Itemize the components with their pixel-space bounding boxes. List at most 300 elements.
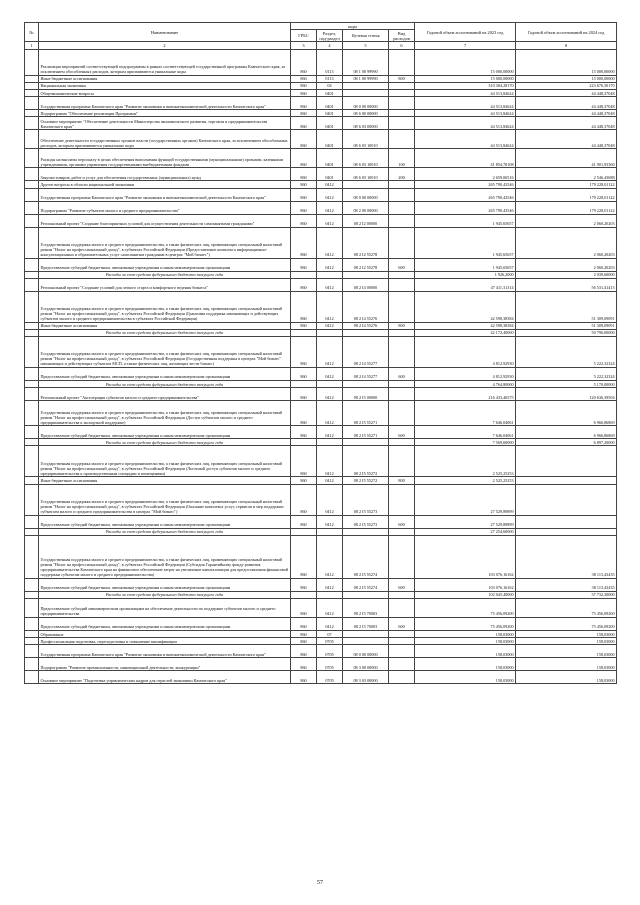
cell-name: Иные бюджетные ассигнования (39, 477, 291, 484)
cell-num (25, 130, 39, 149)
cell-v2: 56 531,41413 (516, 278, 617, 291)
table-row (25, 322, 617, 329)
cell-num (25, 181, 39, 188)
cell-grbs: 860 (291, 426, 317, 439)
cell-v2: 6 966,86869 (516, 426, 617, 439)
cell-name: Национальная экономика (39, 82, 291, 89)
cell-cs: 08 2 I2 55278 (343, 258, 389, 271)
cell-name: Предоставление субсидий бюджетным, автономным учреждениям и иным некоммерческим организациям (39, 258, 291, 271)
table-row (25, 671, 617, 684)
table-row (25, 97, 617, 110)
cell-rz: 0113 (317, 49, 343, 75)
cell-name: Государственная программа Камчатского края "Развитие экономики и внешнеэкономической деятельности Камчатского края" (39, 645, 291, 658)
cell-name: Подпрограмма "Обеспечение реализации Программы" (39, 110, 291, 117)
cell-cs (343, 591, 389, 598)
cell-cs: 08 2 I5 55271 (343, 426, 389, 439)
cell-rz: 0412 (317, 258, 343, 271)
table-row (25, 484, 617, 515)
cell-num (25, 291, 39, 322)
cell-num (25, 599, 39, 618)
cell-name: Расходы на выплаты персоналу в целях обеспечения выполнения функций государственными (муниципальными) органами, казенными учреждениями, органами управления государственными внебюджетными фондами (39, 149, 291, 168)
cell-rz (317, 439, 343, 446)
cell-v1: 44 513,84624 (415, 110, 516, 117)
cell-cs: 08 2 I5 55273 (343, 484, 389, 515)
cell-vr: 600 (389, 426, 415, 439)
cell-rz: 0412 (317, 181, 343, 188)
cell-v1: 310 304,28170 (415, 82, 516, 89)
cell-num (25, 381, 39, 388)
cell-grbs: 860 (291, 89, 317, 96)
cell-v2: 2 546,43688 (516, 168, 617, 181)
colnum-4: 4 (317, 42, 343, 49)
cell-name: Закупка товаров, работ и услуг для обеспечения государственных (муниципальных) нужд (39, 168, 291, 181)
cell-name: Региональный проект "Создание условий для легкого старта и комфортного ведения бизнеса" (39, 278, 291, 291)
cell-rz: 0705 (317, 645, 343, 658)
cell-num (25, 388, 39, 401)
cell-name: Государственная программа Камчатского края "Развитие экономики и внешнеэкономической деятельности Камчатского края" (39, 97, 291, 110)
table-note-row (25, 271, 617, 278)
cell-grbs (291, 591, 317, 598)
page-number: 57 (317, 880, 323, 886)
cell-v1: 7 569,60000 (415, 439, 516, 446)
cell-cs (343, 82, 389, 89)
cell-num (25, 258, 39, 271)
cell-num (25, 82, 39, 89)
cell-cs: 08 2 I5 55272 (343, 446, 389, 477)
table-row (25, 214, 617, 227)
cell-rz: 0412 (317, 401, 343, 426)
cell-grbs: 860 (291, 168, 317, 181)
cell-vr (389, 638, 415, 645)
cell-cs: 08 6 03 10010 (343, 168, 389, 181)
cell-grbs: 860 (291, 130, 317, 149)
cell-vr (389, 97, 415, 110)
cell-v2: 223 676,30170 (516, 82, 617, 89)
cell-v2 (516, 477, 617, 484)
cell-v1: 158,03000 (415, 658, 516, 671)
cell-vr (389, 130, 415, 149)
cell-num (25, 439, 39, 446)
table-body (25, 49, 617, 684)
cell-name: Государственная поддержка малого и среднего предпринимательства, а также физических лиц, применяющих специальный налоговый режим "Налог на профессиональный доход", в субъектах Российской Федерации (Доступ субъектов малого и среднего предпринимательства к экспортной поддержке) (39, 401, 291, 426)
table-header (25, 23, 617, 50)
cell-grbs: 860 (291, 201, 317, 214)
cell-v2 (516, 484, 617, 515)
cell-v1: 42 172,40000 (415, 329, 516, 336)
table-row (25, 89, 617, 96)
cell-cs: 08 2 I5 55271 (343, 401, 389, 426)
cell-vr: 800 (389, 75, 415, 82)
table-row (25, 201, 617, 214)
cell-name: Государственная программа Камчатского края "Развитие экономики и внешнеэкономической деятельности Камчатского края" (39, 188, 291, 201)
cell-num (25, 515, 39, 528)
cell-name: Иные бюджетные ассигнования (39, 75, 291, 82)
cell-cs: 08 1 00 99990 (343, 75, 389, 82)
cell-rz (317, 329, 343, 336)
cell-v1: 27 529,89899 (415, 515, 516, 528)
cell-vr (389, 645, 415, 658)
cell-v2: 179 228,01122 (516, 201, 617, 214)
table-row (25, 477, 617, 484)
cell-v1: 1 945,65657 (415, 258, 516, 271)
colnum-7: 7 (415, 42, 516, 49)
cell-name: Региональный проект "Акселерация субъектов малого и среднего предпринимательства" (39, 388, 291, 401)
cell-v1: 265 790,43546 (415, 181, 516, 188)
table-row (25, 658, 617, 671)
cell-v2: 44 448,37048 (516, 130, 617, 149)
cell-v2: 158,03000 (516, 658, 617, 671)
cell-vr (389, 631, 415, 638)
cell-grbs: 860 (291, 188, 317, 201)
cell-name: Предоставление субсидий бюджетным, автономным учреждениям и иным некоммерческим организациям (39, 368, 291, 381)
cell-num (25, 214, 39, 227)
cell-cs: 08 3 03 00000 (343, 671, 389, 684)
cell-grbs: 860 (291, 258, 317, 271)
cell-num (25, 97, 39, 110)
cell-name: Предоставление субсидий бюджетным, автономным учреждениям и иным некоммерческим организациям (39, 515, 291, 528)
cell-grbs: 860 (291, 658, 317, 671)
cell-grbs: 860 (291, 671, 317, 684)
table-row (25, 337, 617, 368)
table-note-row (25, 381, 617, 388)
cell-num (25, 149, 39, 168)
cell-v2: 44 448,37048 (516, 97, 617, 110)
cell-num (25, 446, 39, 477)
cell-v2: 50 796,00000 (516, 329, 617, 336)
table-row (25, 278, 617, 291)
table-row (25, 75, 617, 82)
cell-vr (389, 188, 415, 201)
cell-vr: 600 (389, 368, 415, 381)
cell-rz: 0412 (317, 188, 343, 201)
cell-rz: 0412 (317, 618, 343, 631)
cell-v1: 44 513,84624 (415, 89, 516, 96)
cell-rz: 0412 (317, 388, 343, 401)
cell-rz: 0401 (317, 149, 343, 168)
table-note-row (25, 439, 617, 446)
cell-rz: 0412 (317, 515, 343, 528)
cell-cs: 08 2 I4 55277 (343, 337, 389, 368)
cell-name: Предоставление субсидий бюджетным, автономным учреждениям и иным некоммерческим организациям (39, 578, 291, 591)
cell-vr (389, 291, 415, 322)
cell-vr (389, 271, 415, 278)
cell-num (25, 188, 39, 201)
cell-vr: 600 (389, 578, 415, 591)
table-row (25, 110, 617, 117)
cell-rz: 0412 (317, 278, 343, 291)
cell-v1: 103 076,16162 (415, 535, 516, 578)
cell-v2: 2 039,60000 (516, 271, 617, 278)
cell-num (25, 168, 39, 181)
cell-grbs: 860 (291, 97, 317, 110)
cell-grbs (291, 439, 317, 446)
colnum-6: 6 (389, 42, 415, 49)
cell-vr (389, 89, 415, 96)
cell-name: Предоставление субсидий бюджетным, автономным учреждениям и иным некоммерческим организациям (39, 618, 291, 631)
cell-cs: 08 6 00 00000 (343, 110, 389, 117)
cell-cs: 08 1 00 99990 (343, 49, 389, 75)
cell-grbs: 860 (291, 337, 317, 368)
header-2024: Годовой объем ассигнований на 2024 год (516, 23, 617, 42)
cell-rz: 0401 (317, 117, 343, 130)
cell-vr (389, 329, 415, 336)
cell-v1: 7 646,04061 (415, 426, 516, 439)
cell-v1: 2 525,25253 (415, 477, 516, 484)
cell-v2: 51 309,09091 (516, 322, 617, 329)
cell-vr (389, 214, 415, 227)
table-row (25, 535, 617, 578)
cell-rz: 0412 (317, 426, 343, 439)
cell-v1: 15 000,00000 (415, 49, 516, 75)
cell-v1: 47 411,31314 (415, 278, 516, 291)
cell-num (25, 368, 39, 381)
cell-v1: 2 525,25253 (415, 446, 516, 477)
cell-num (25, 227, 39, 258)
cell-v1: 265 790,43546 (415, 188, 516, 201)
cell-cs (343, 631, 389, 638)
cell-vr (389, 278, 415, 291)
table-row (25, 227, 617, 258)
cell-num (25, 201, 39, 214)
cell-v2: 158,03000 (516, 645, 617, 658)
cell-v1: 158,03000 (415, 671, 516, 684)
cell-vr (389, 439, 415, 446)
cell-num (25, 578, 39, 591)
cell-grbs: 860 (291, 117, 317, 130)
cell-grbs: 860 (291, 638, 317, 645)
cell-vr (389, 227, 415, 258)
cell-rz: 0412 (317, 535, 343, 578)
cell-grbs (291, 329, 317, 336)
cell-vr: 100 (389, 149, 415, 168)
cell-grbs: 860 (291, 49, 317, 75)
cell-num (25, 638, 39, 645)
cell-grbs: 860 (291, 82, 317, 89)
cell-cs: 08 2 I2 55278 (343, 227, 389, 258)
cell-rz: 0705 (317, 658, 343, 671)
cell-num (25, 618, 39, 631)
table-row (25, 401, 617, 426)
cell-cs: 08 6 03 10010 (343, 149, 389, 168)
budget-table (24, 22, 617, 684)
cell-num (25, 271, 39, 278)
cell-v1: 42 598,38384 (415, 291, 516, 322)
cell-grbs: 860 (291, 631, 317, 638)
cell-name: Расходы за счет средств федерального бюджета текущего года (39, 329, 291, 336)
cell-v2: 6 966,86869 (516, 401, 617, 426)
cell-num (25, 535, 39, 578)
cell-grbs: 860 (291, 388, 317, 401)
cell-cs (343, 89, 389, 96)
cell-v2: 44 448,37048 (516, 110, 617, 117)
cell-v2: 2 060,20203 (516, 258, 617, 271)
cell-grbs: 860 (291, 515, 317, 528)
cell-name: Расходы за счет средств федерального бюджета текущего года (39, 591, 291, 598)
cell-cs: 08 2 I5 70003 (343, 599, 389, 618)
cell-rz: 0412 (317, 227, 343, 258)
cell-vr (389, 484, 415, 515)
cell-grbs: 860 (291, 75, 317, 82)
cell-grbs: 860 (291, 227, 317, 258)
cell-v2: 5 170,00000 (516, 381, 617, 388)
cell-num (25, 117, 39, 130)
cell-grbs: 860 (291, 291, 317, 322)
cell-vr (389, 591, 415, 598)
cell-rz: 0412 (317, 446, 343, 477)
cell-v1: 4 812,92930 (415, 368, 516, 381)
cell-rz (317, 528, 343, 535)
cell-cs (343, 439, 389, 446)
cell-cs: 08 2 I5 00000 (343, 388, 389, 401)
cell-rz: 0401 (317, 168, 343, 181)
cell-num (25, 631, 39, 638)
cell-name: Основное мероприятие "Подготовка управленческих кадров для отраслей экономики Камчатского края" (39, 671, 291, 684)
cell-name: Региональный проект "Создание благоприятных условий для осуществления деятельности самозанятыми гражданами" (39, 214, 291, 227)
cell-grbs: 860 (291, 578, 317, 591)
cell-v2: 38 113,43435 (516, 535, 617, 578)
cell-grbs: 860 (291, 278, 317, 291)
cell-v1: 265 790,43546 (415, 201, 516, 214)
cell-v2: 179 228,01122 (516, 188, 617, 201)
cell-num (25, 337, 39, 368)
cell-v1: 102 045,40000 (415, 591, 516, 598)
cell-v1: 1 945,65657 (415, 227, 516, 258)
table-row (25, 446, 617, 477)
cell-grbs: 860 (291, 214, 317, 227)
table-row (25, 368, 617, 381)
cell-cs: 08 2 I5 55274 (343, 535, 389, 578)
table-row (25, 578, 617, 591)
colnum-8: 8 (516, 42, 617, 49)
cell-v1: 216 433,46575 (415, 388, 516, 401)
cell-v1: 44 513,84624 (415, 130, 516, 149)
cell-vr (389, 201, 415, 214)
cell-num (25, 426, 39, 439)
cell-cs: 08 6 03 10010 (343, 130, 389, 149)
cell-num (25, 671, 39, 684)
cell-name: Государственная поддержка малого и среднего предпринимательства, а также физических лиц, применяющих специальный налоговый режим "Налог на профессиональный доход", в субъектах Российской Федерации (Грантовая поддержка начинающих и действующих субъектов малого и среднего предпринимательства в субъектах Российской Федерации) (39, 291, 291, 322)
cell-vr: 200 (389, 168, 415, 181)
cell-v2: 120 636,39504 (516, 388, 617, 401)
cell-v2 (516, 515, 617, 528)
cell-rz: 0412 (317, 337, 343, 368)
cell-num (25, 75, 39, 82)
cell-v2: 51 309,09091 (516, 291, 617, 322)
cell-v1: 75 456,09200 (415, 618, 516, 631)
cell-rz: 0412 (317, 599, 343, 618)
cell-rz: 0412 (317, 201, 343, 214)
table-row (25, 188, 617, 201)
cell-name: Предоставление субсидий некоммерческим организациям на обеспечение деятельности по поддержке субъектов малого и среднего предпринимательства (39, 599, 291, 618)
cell-grbs: 860 (291, 645, 317, 658)
cell-rz: 0401 (317, 97, 343, 110)
cell-rz: 0705 (317, 638, 343, 645)
cell-cs: 08 2 I4 55276 (343, 322, 389, 329)
cell-grbs (291, 271, 317, 278)
colnum-5: 5 (343, 42, 389, 49)
cell-name: Подпрограмма "Развитие субъектов малого и среднего предпринимательства" (39, 201, 291, 214)
cell-v2: 75 456,09200 (516, 618, 617, 631)
cell-v2: 158,03000 (516, 671, 617, 684)
cell-v2: 2 060,20203 (516, 227, 617, 258)
cell-cs: 08 2 I2 00000 (343, 214, 389, 227)
cell-grbs: 860 (291, 599, 317, 618)
cell-rz: 0401 (317, 130, 343, 149)
cell-cs: 08 0 00 00000 (343, 645, 389, 658)
cell-rz: 0401 (317, 110, 343, 117)
cell-cs (343, 638, 389, 645)
table-row (25, 82, 617, 89)
cell-name: Подпрограмма "Развитие промышленности, инновационной деятельности, конкуренции" (39, 658, 291, 671)
header-2023: Годовой объем ассигнований на 2023 год (415, 23, 516, 42)
cell-name: Расходы за счет средств федерального бюджета текущего года (39, 439, 291, 446)
cell-vr (389, 658, 415, 671)
colnum-3: 3 (291, 42, 317, 49)
header-num: № (25, 23, 39, 42)
cell-cs: 08 0 00 00000 (343, 97, 389, 110)
cell-cs (343, 528, 389, 535)
cell-name: Расходы за счет средств федерального бюджета текущего года (39, 271, 291, 278)
table-row (25, 149, 617, 168)
table-note-row (25, 528, 617, 535)
cell-v1: 4 812,92930 (415, 337, 516, 368)
cell-vr (389, 535, 415, 578)
cell-v2: 179 228,01122 (516, 181, 617, 188)
cell-num (25, 645, 39, 658)
cell-v1: 158,03000 (415, 638, 516, 645)
cell-rz: 0412 (317, 484, 343, 515)
cell-name: Государственная поддержка малого и среднего предпринимательства, а также физических лиц, применяющих специальный налоговый режим "Налог на профессиональный доход", в субъектах Российской Федерации (Льготный доступ субъектов малого и среднего предпринимательства к производственным площадям и помещениям) (39, 446, 291, 477)
cell-v2: 44 448,37048 (516, 89, 617, 96)
cell-cs (343, 329, 389, 336)
cell-cs (343, 181, 389, 188)
table-row (25, 181, 617, 188)
header-name: Наименование (39, 23, 291, 42)
cell-rz: 0412 (317, 477, 343, 484)
cell-v2: 44 448,37048 (516, 117, 617, 130)
cell-vr (389, 117, 415, 130)
cell-v2: 15 000,00000 (516, 49, 617, 75)
cell-v1: 7 646,04061 (415, 401, 516, 426)
table-row (25, 645, 617, 658)
cell-vr (389, 337, 415, 368)
cell-name: Реализация мероприятий соответствующей подпрограммы в рамках соответствующей государственной программы Камчатского края, за исключением обособленных расходов, которым присваиваются уникальные коды (39, 49, 291, 75)
table-row (25, 599, 617, 618)
cell-rz: 0412 (317, 322, 343, 329)
cell-num (25, 591, 39, 598)
cell-grbs: 860 (291, 401, 317, 426)
cell-cs: 08 2 00 00000 (343, 201, 389, 214)
cell-name: Другие вопросы в области национальной экономики (39, 181, 291, 188)
cell-rz: 04 (317, 82, 343, 89)
cell-cs: 08 2 I5 70003 (343, 618, 389, 631)
table-row (25, 168, 617, 181)
cell-name: Расходы за счет средств федерального бюджета текущего года (39, 528, 291, 535)
cell-vr (389, 671, 415, 684)
cell-v1: 44 513,84624 (415, 97, 516, 110)
cell-v2: 5 222,32324 (516, 368, 617, 381)
cell-name: Общеэкономические вопросы (39, 89, 291, 96)
cell-v2: 37 732,30000 (516, 591, 617, 598)
cell-num (25, 322, 39, 329)
cell-rz (317, 591, 343, 598)
cell-num (25, 477, 39, 484)
header-grbs: ГРБС (291, 30, 317, 42)
cell-cs: 08 2 I4 00000 (343, 278, 389, 291)
cell-name: Расходы за счет средств федерального бюджета текущего года (39, 381, 291, 388)
cell-v2: 41 901,93360 (516, 149, 617, 168)
cell-v1: 15 000,00000 (415, 75, 516, 82)
